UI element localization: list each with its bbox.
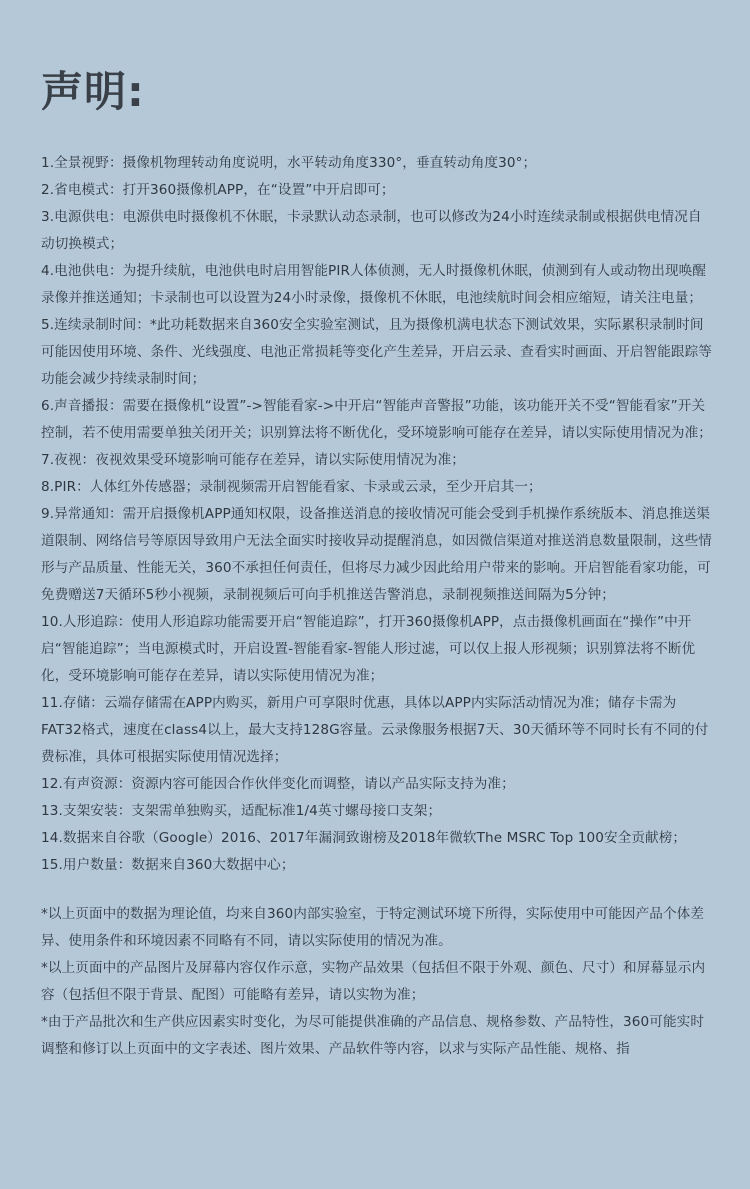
disclaimer-item: 5.连续录制时间：*此功耗数据来自360安全实验室测试，且为摄像机满电状态下测试效果，实际累积录制时间可能因使用环境、条件、光线强度、电池正常损耗等变化产生差异，开启云录、查看实时画面、开启智能跟踪等功能会减少持续录制时间； <box>41 317 712 387</box>
disclaimer-item: 9.异常通知：需开启摄像机APP通知权限，设备推送消息的接收情况可能会受到手机操作系统版本、消息推送渠道限制、网络信号等原因导致用户无法全面实时接收异动提醒消息，如因微信渠道对推送消息数量限制，这些情形与产品质量、性能无关，360不承担任何责任，但将尽力减少因此给用户带来的影响。开启智能看家功能，可免费赠送7天循环5秒小视频，录制视频后可向手机推送告警消息，录制视频推送间隔为5分钟； <box>41 506 712 603</box>
disclaimer-item: 11.存储：云端存储需在APP内购买，新用户可享限时优惠，具体以APP内实际活动情况为准；储存卡需为FAT32格式，速度在class4以上，最大支持128G容量。云录像服务根据7天、30天循环等不同时长有不同的付费标准，具体可根据实际使用情况选择； <box>41 695 709 765</box>
footnote: *由于产品批次和生产供应因素实时变化，为尽可能提供准确的产品信息、规格参数、产品特性，360可能实时调整和修订以上页面中的文字表述、图片效果、产品软件等内容，以求与实际产品性能、规格、指 <box>41 1014 705 1057</box>
disclaimer-item: 6.声音播报：需要在摄像机“设置”->智能看家->中开启“智能声音警报”功能，该功能开关不受“智能看家”开关控制，若不使用需要单独关闭开关；识别算法将不断优化，受环境影响可能存在差异，请以实际使用情况为准； <box>41 398 712 441</box>
disclaimer-item: 10.人形追踪：使用人形追踪功能需要开启“智能追踪”，打开360摄像机APP，点击摄像机画面在“操作”中开启“智能追踪”；当电源模式时，开启设置-智能看家-智能人形过滤，可以仅上报人形视频；识别算法将不断优化，受环境影响可能存在差异，请以实际使用情况为准； <box>41 614 696 684</box>
footnotes <box>41 901 712 1063</box>
disclaimer-item: 13.支架安装：支架需单独购买，适配标准1/4英寸螺母接口支架； <box>41 803 442 819</box>
disclaimer-item: 12.有声资源：资源内容可能因合作伙伴变化而调整，请以产品实际支持为准； <box>41 776 515 792</box>
disclaimer-item: 1.全景视野：摄像机物理转动角度说明，水平转动角度330°，垂直转动角度30°； <box>41 155 537 171</box>
disclaimer-list <box>41 150 712 879</box>
disclaimer-item: 3.电源供电：电源供电时摄像机不休眠，卡录默认动态录制，也可以修改为24小时连续录制或根据供电情况自动切换模式； <box>41 209 702 252</box>
footnote: *以上页面中的产品图片及屏幕内容仅作示意，实物产品效果（包括但不限于外观、颜色、尺寸）和屏幕显示内容（包括但不限于背景、配图）可能略有差异，请以实物为准； <box>41 960 706 1003</box>
disclaimer-item: 2.省电模式：打开360摄像机APP，在“设置”中开启即可； <box>41 182 395 198</box>
disclaimer-item: 4.电池供电：为提升续航，电池供电时启用智能PIR人体侦测，无人时摄像机休眠，侦测到有人或动物出现唤醒录像并推送通知；卡录制也可以设置为24小时录像，摄像机不休眠，电池续航时间会相应缩短，请关注电量； <box>41 263 707 306</box>
disclaimer-item: 8.PIR：人体红外传感器；录制视频需开启智能看家、卡录或云录，至少开启其一； <box>41 479 542 495</box>
footnote: *以上页面中的数据为理论值，均来自360内部实验室，于特定测试环境下所得，实际使用中可能因产品个体差异、使用条件和环境因素不同略有不同，请以实际使用的情况为准。 <box>41 906 705 949</box>
disclaimer-item: 14.数据来自谷歌（Google）2016、2017年漏洞致谢榜及2018年微软The MSRC Top 100安全贡献榜； <box>41 830 687 846</box>
disclaimer-item: 7.夜视：夜视效果受环境影响可能存在差异，请以实际使用情况为准； <box>41 452 465 468</box>
disclaimer-item: 15.用户数量：数据来自360大数据中心； <box>41 857 295 873</box>
page-title: 声明: <box>41 67 145 116</box>
